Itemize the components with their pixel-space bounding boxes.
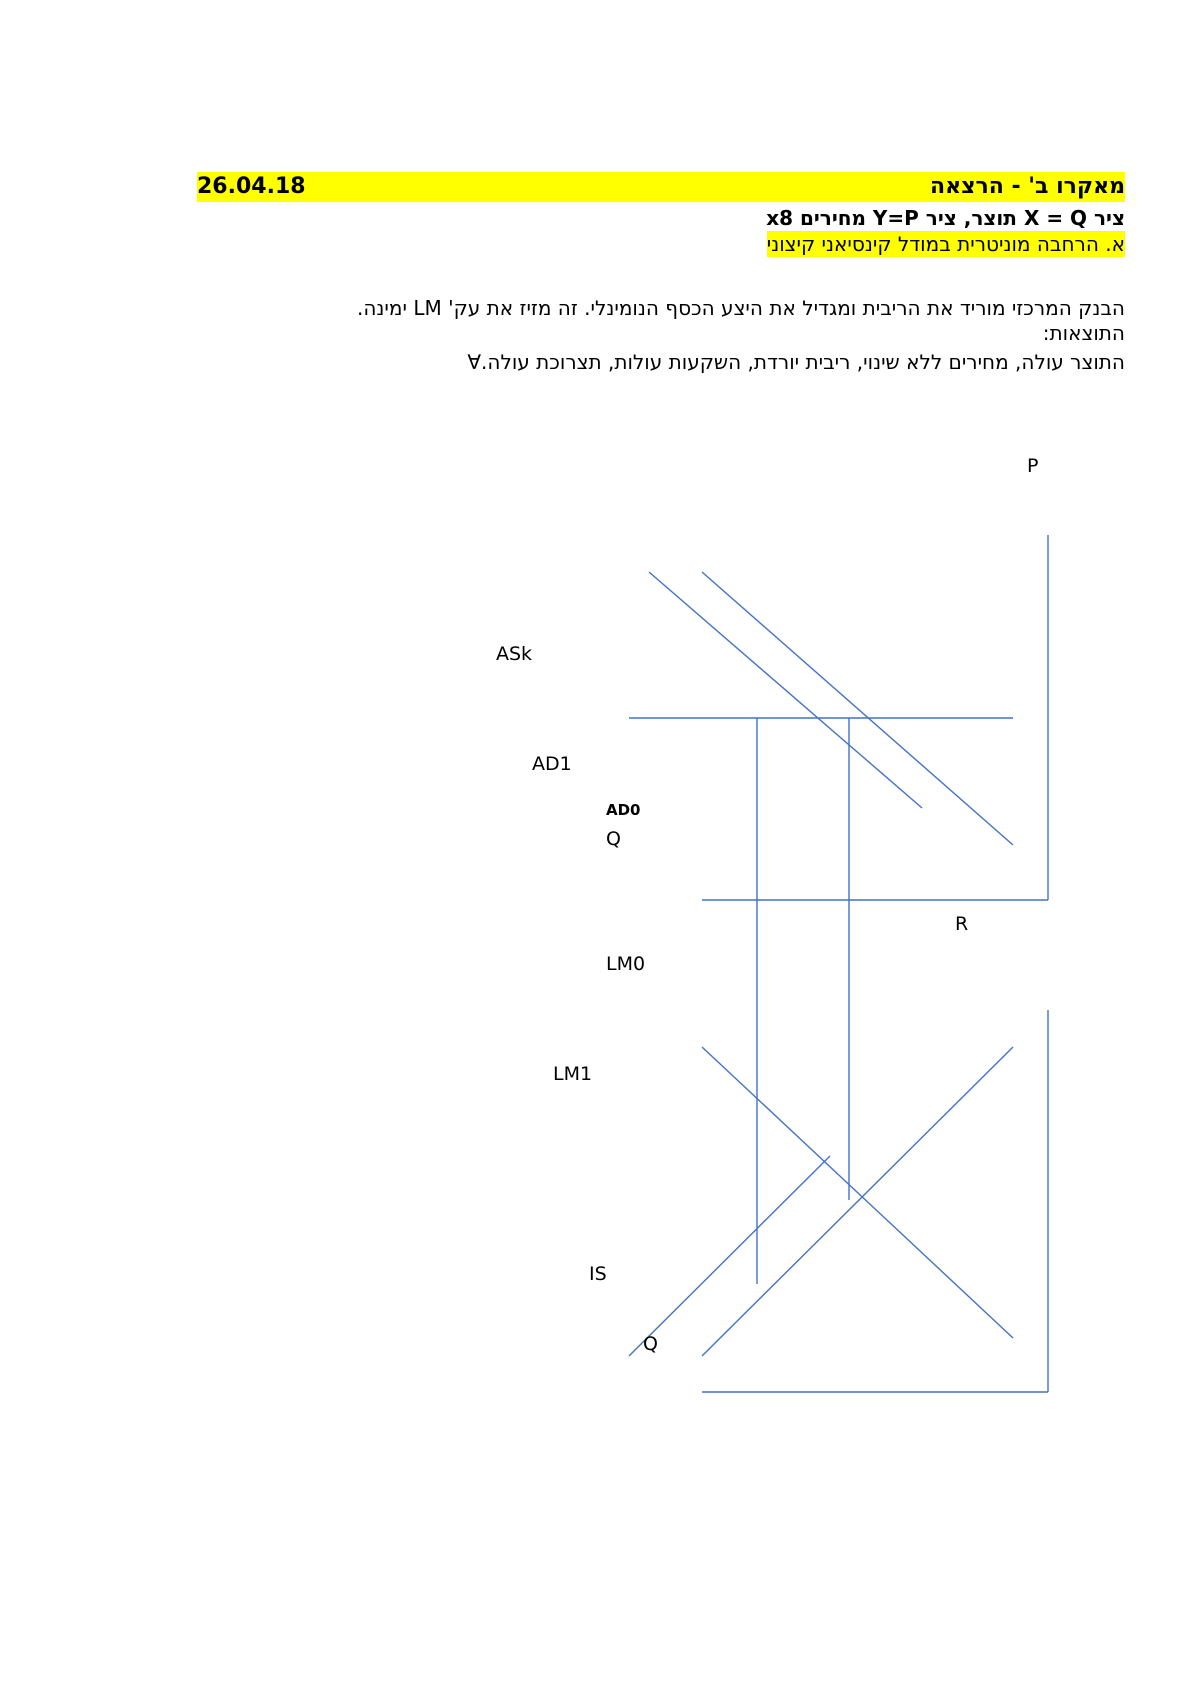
section-title: א. הרחבה מוניטרית במודל קינסיאני קיצוני bbox=[766, 232, 1125, 256]
header-title: מאקרו ב' - הרצאה bbox=[929, 174, 1125, 199]
body-line-2: התוצאות: bbox=[1042, 321, 1125, 345]
body-line-3: התוצר עולה, מחירים ללא שינוי, ריבית יורדת, השקעות עולות, תצרוכת עולה.∀ bbox=[467, 350, 1125, 374]
label-lm1: LM1 bbox=[553, 1063, 593, 1085]
ad1-curve bbox=[702, 572, 1013, 845]
label-r: R bbox=[955, 913, 969, 935]
axis-description: ציר X = Q תוצר, ציר Y=P מחירים x8 bbox=[766, 206, 1125, 230]
header-date: 26.04.18 bbox=[197, 174, 306, 199]
label-q-bottom: Q bbox=[643, 1333, 658, 1355]
body-line-1: הבנק המרכזי מוריד את הריבית ומגדיל את היצע הכסף הנומינלי. זה מזיז את עק' LM ימינה. bbox=[357, 296, 1125, 320]
diagram-lines bbox=[629, 535, 1048, 1392]
lm1-curve bbox=[702, 1047, 1013, 1356]
label-ad0: AD0 bbox=[606, 801, 641, 819]
label-lm0: LM0 bbox=[606, 953, 646, 975]
label-p: P bbox=[1027, 455, 1039, 477]
lm0-curve bbox=[629, 1156, 830, 1356]
is-curve bbox=[702, 1047, 1013, 1338]
ad0-curve bbox=[649, 572, 922, 808]
diagram-labels bbox=[496, 455, 1038, 1355]
label-ad1: AD1 bbox=[532, 753, 572, 775]
label-ask: ASk bbox=[496, 643, 533, 665]
label-q-top: Q bbox=[606, 828, 621, 850]
label-is: IS bbox=[589, 1263, 607, 1285]
